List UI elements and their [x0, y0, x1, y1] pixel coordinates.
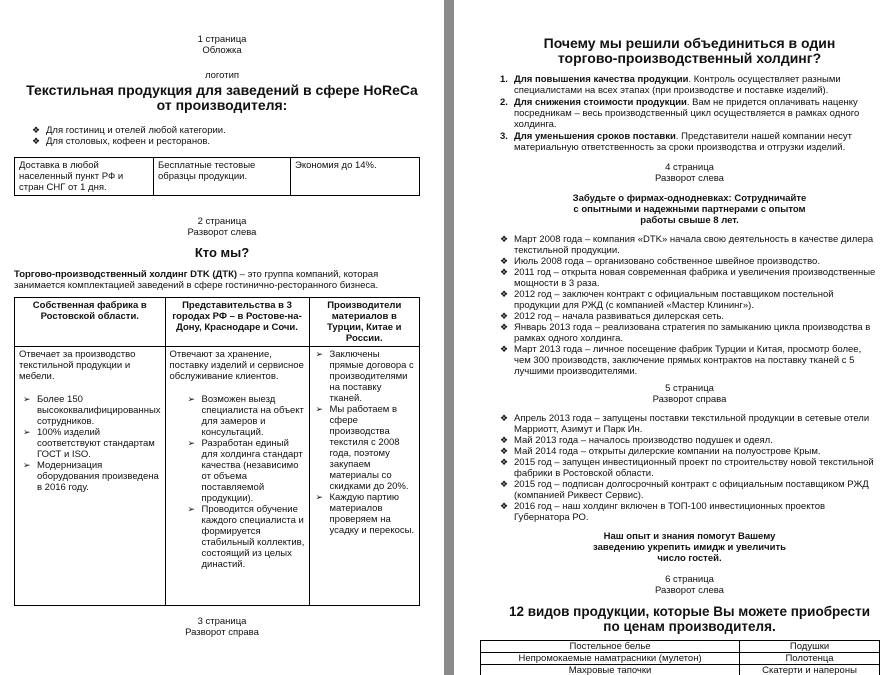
list-item: ➢ Более 150 высококвалифицированных сотрудников.: [37, 394, 161, 427]
document-page-left: [0, 0, 444, 675]
benefit-cell: Доставка в любой населенный пункт РФ и стран СНГ от 1 дня.: [15, 158, 154, 196]
reason-item: [500, 74, 879, 96]
column-body: [309, 347, 419, 606]
product-cell: Скатерти и напероны: [740, 665, 880, 675]
why-title: Почему мы решили объединиться в один торгово-производственный холдинг?: [543, 35, 836, 66]
page-1-sublabel: Обложка: [202, 45, 242, 56]
products-table: [480, 640, 880, 675]
benefits-table: [14, 157, 420, 196]
list-item: ➢ 100% изделий соответствуют стандартам ГОСТ и ISO.: [37, 427, 161, 460]
list-item: ➢ Мы работаем в сфере производства текстиля с 2008 года, поэтому закупаем материалы со скидками до 20%.: [330, 404, 415, 492]
column-body: [165, 347, 309, 606]
reason-item: [500, 131, 879, 153]
intro-text: [14, 269, 430, 291]
benefit-cell: Экономия до 14%.: [291, 158, 420, 196]
timeline-item: ❖ Март 2013 года – личное посещение фабрик Турции и Китая, просмотр более, чем 300 производств, заключение прямых контрактов на поставку тканей с 5 лучшими производителями.: [500, 344, 879, 377]
reason-text: . Контроль осуществляет разными специалистами на всех этапах (при производстве и поставке изделий).: [514, 74, 841, 96]
timeline-item: ❖ Июль 2008 года – организовано собственное швейное производство.: [500, 256, 879, 267]
cover-title: Текстильная продукция для заведений в сфере HoReCa от производителя:: [26, 82, 418, 113]
timeline-item: ❖ Май 2014 года – открыты дилерские компании на полуострове Крым.: [500, 446, 879, 457]
list-item: ➢ Модернизация оборудования произведена в 2016 году.: [37, 460, 161, 493]
product-cell: Подушки: [740, 641, 880, 653]
logo-placeholder: логотип: [204, 70, 240, 81]
benefit-cell: Бесплатные тестовые образцы продукции.: [154, 158, 291, 196]
products-title: 12 видов продукции, которые Вы можете приобрести по ценам производителя.: [508, 604, 871, 634]
reason-number: 1.: [500, 74, 508, 85]
page-4-sublabel: Разворот слева: [655, 173, 724, 184]
experience-text: Наш опыт и знания помогут Вашему заведению укрепить имидж и увеличить число гостей.: [593, 531, 786, 564]
column-header: Представительства в 3 городах РФ – в Ростове-на-Дону, Краснодаре и Сочи.: [165, 298, 309, 347]
forget-title: Забудьте о фирмах-однодневках: Сотрудничайте с опытными и надежными партнерами с опытом работы свыше 8 лет.: [572, 193, 807, 226]
timeline-list-2: [500, 413, 879, 523]
bullet-item: ❖ Для столовых, кофеен и ресторанов.: [46, 136, 430, 147]
timeline-item: ❖ Январь 2013 года – реализована стратегия по замыканию цикла производства в рамках одного холдинга.: [500, 322, 879, 344]
reason-bold: Для уменьшения сроков поставки: [514, 131, 676, 142]
page-6-label: 6 страница: [665, 574, 714, 585]
timeline-item: ❖ Апрель 2013 года – запущены поставки текстильной продукции в сетевые отели Марриотт, Азимут и Парк Ин.: [500, 413, 879, 435]
reason-bold: Для повышения качества продукции: [514, 74, 689, 85]
reason-bold: Для снижения стоимости продукции: [514, 97, 687, 108]
list-item: ➢ Проводится обучение каждого специалиста и формируется стабильный коллектив, состоящий из целых династий.: [202, 504, 305, 570]
timeline-item: ❖ 2015 год – подписан долгосрочный контракт с официальным поставщиком РЖД (компанией Риквест Сервис).: [500, 479, 879, 501]
timeline-item: ❖ Май 2013 года – началось производство подушек и одеял.: [500, 435, 879, 446]
document-page-right: [454, 0, 889, 675]
page-1-label: 1 страница: [197, 34, 247, 45]
page-5-label: 5 страница: [665, 383, 714, 394]
reason-item: [500, 97, 879, 130]
list-item: ➢ Каждую партию материалов проверяем на усадку и перекосы.: [330, 492, 415, 536]
reasons-list: [500, 74, 879, 153]
column-header: Собственная фабрика в Ростовской области.: [15, 298, 166, 347]
timeline-list-1: [500, 234, 879, 377]
list-item: ➢ Возможен выезд специалиста на объект для замеров и консультаций.: [202, 394, 305, 438]
list-item: ➢ Разработан единый для холдинга стандарт качества (независимо от объема поставляемой продукции).: [202, 438, 305, 504]
cover-bullets: [46, 125, 430, 147]
intro-rest: – это группа компаний, которая занимается комплектацией заведений в сфере гостинично-ресторанного бизнеса.: [14, 269, 379, 291]
timeline-item: ❖ 2011 год – открыта новая современная фабрика и увеличения производственные мощности в 3 раза.: [500, 267, 879, 289]
timeline-item: ❖ 2012 год – заключен контракт с официальным поставщиком постельной продукции для РЖД (с компанией «Мастер Клининг»).: [500, 289, 879, 311]
page-5-sublabel: Разворот справа: [652, 394, 727, 405]
timeline-item: ❖ 2012 год – начала развиваться дилерская сеть.: [500, 311, 879, 322]
page-3-label: 3 страница: [197, 616, 247, 627]
reason-number: 3.: [500, 131, 508, 142]
reason-number: 2.: [500, 97, 508, 108]
column-text: Отвечает за производство текстильной продукции и мебели.: [19, 349, 136, 382]
page-2-sublabel: Разворот слева: [187, 227, 257, 238]
page-3-sublabel: Разворот справа: [185, 627, 259, 638]
column-body: [15, 347, 166, 606]
product-cell: Полотенца: [740, 653, 880, 665]
product-cell: Постельное белье: [481, 641, 740, 653]
timeline-item: ❖ 2016 год – наш холдинг включен в ТОП-100 инвестиционных проектов Губернатора РО.: [500, 501, 879, 523]
product-cell: Махровые тапочки: [481, 665, 740, 675]
who-title: Кто мы?: [194, 245, 250, 260]
intro-bold: Торгово-производственный холдинг DTK (ДТК): [14, 269, 238, 280]
page-6-sublabel: Разворот слева: [655, 585, 724, 596]
reason-text: . Представители нашей компании несут материальную ответственность за сроки производства и отгрузки изделий.: [514, 131, 852, 153]
list-item: ➢ Заключены прямые договора с производителями на поставку тканей.: [330, 349, 415, 404]
page-4-label: 4 страница: [665, 162, 714, 173]
page-2-label: 2 страница: [197, 216, 247, 227]
timeline-item: ❖ 2015 год – запущен инвестиционный проект по строительству новой текстильной фабрики в Ростовской области.: [500, 457, 879, 479]
bullet-item: ❖ Для гостиниц и отелей любой категории.: [46, 125, 430, 136]
column-header: Производители материалов в Турции, Китае и России.: [309, 298, 419, 347]
reason-text: . Вам не придется оплачивать наценку посредникам – весь производственный цикл осуществляется в рамках одного холдинга.: [514, 97, 860, 130]
column-text: Отвечают за хранение, поставку изделий и сервисное обслуживание клиентов.: [169, 349, 304, 382]
product-cell: Непромокаемые наматрасники (мулетон): [481, 653, 740, 665]
structure-table: [14, 297, 420, 606]
timeline-item: ❖ Март 2008 года – компания «DTK» начала свою деятельность в качестве дилера текстильной продукции.: [500, 234, 879, 256]
